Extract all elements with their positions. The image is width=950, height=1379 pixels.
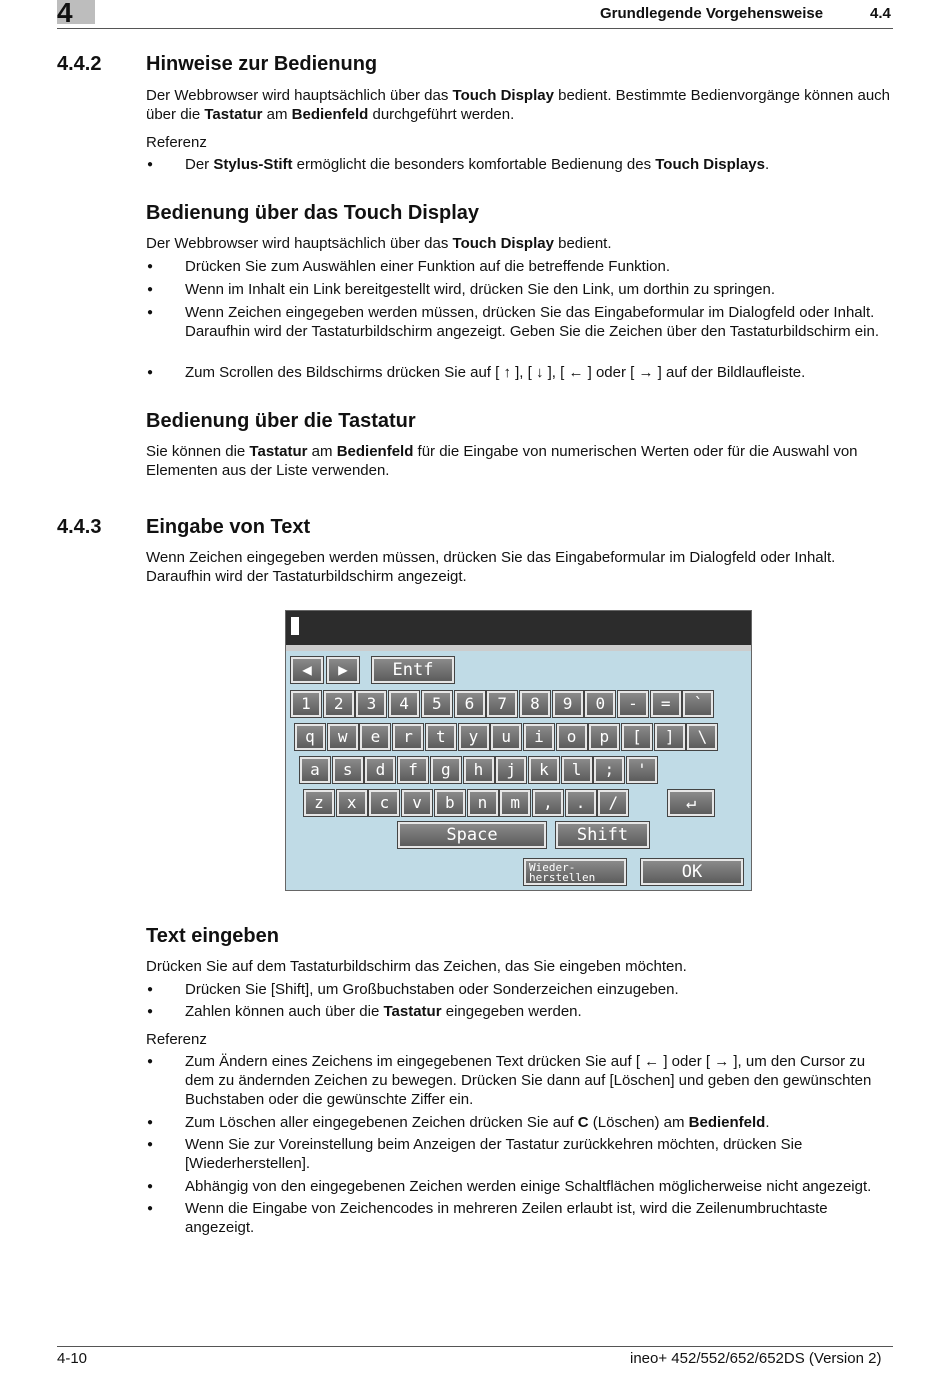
- section-number: 4.4.3: [57, 516, 102, 538]
- key-12[interactable]: `: [683, 691, 713, 717]
- key-row2-5[interactable]: y: [459, 724, 489, 750]
- subsection-title: Text eingeben: [146, 925, 279, 947]
- key-row2-2[interactable]: e: [360, 724, 390, 750]
- key-row2-10[interactable]: [: [622, 724, 652, 750]
- shift-button[interactable]: Shift: [556, 822, 649, 848]
- key-row3-7[interactable]: k: [529, 757, 559, 783]
- section-title: Hinweise zur Bedienung: [146, 53, 378, 75]
- bullet-item: ● Wenn im Inhalt ein Link bereitgestellt wird, drücken Sie den Link, um dorthin zu springen.: [147, 281, 776, 298]
- restore-button[interactable]: Wieder- herstellen: [524, 859, 626, 885]
- page-number: 4-10: [57, 1350, 88, 1367]
- key-row2-1[interactable]: w: [328, 724, 358, 750]
- key-5[interactable]: 6: [455, 691, 485, 717]
- key-8[interactable]: 9: [553, 691, 583, 717]
- bullet-dot: ●: [147, 159, 154, 170]
- bullet-dot: ●: [147, 1181, 154, 1192]
- key-10[interactable]: -: [618, 691, 648, 717]
- paragraph: Wenn Zeichen eingegeben werden müssen, drücken Sie das Eingabeformular im Dialogfeld oder Inhalt. Daraufhin wird der Tastaturbildschirm angezeigt.: [146, 549, 836, 585]
- bullet-item: ● Wenn Sie zur Voreinstellung beim Anzeigen der Tastatur zurückkehren möchten, drücken Sie [Wiederherstellen].: [147, 1136, 803, 1172]
- paragraph: Der Webbrowser wird hauptsächlich über das Touch Display bedient. Bestimmte Bedienvorgänge können auch über die Tastatur am Bedienfeld durchgeführt werden.: [146, 87, 891, 123]
- header-section-number: 4.4: [870, 5, 891, 22]
- key-row4-7[interactable]: ,: [533, 790, 563, 816]
- bullet-item: ● Zum Ändern eines Zeichens im eingegebenen Text drücken Sie auf [ ← ] oder [ → ], um den Cursor zu dem zu ändernden Zeichen zu bewegen. Drücken Sie dann auf [Löschen] und geben den gewünschten Buchstaben oder die gewünschte Ziffer ein.: [147, 1053, 872, 1108]
- key-row4-2[interactable]: c: [369, 790, 399, 816]
- bullet-item: ● Drücken Sie zum Auswählen einer Funktion auf die betreffende Funktion.: [147, 258, 671, 275]
- keyboard-screen: [285, 610, 752, 891]
- key-row2-8[interactable]: o: [557, 724, 587, 750]
- key-row4-8[interactable]: .: [566, 790, 596, 816]
- key-row4-3[interactable]: v: [402, 790, 432, 816]
- reference-label: Referenz: [146, 1031, 207, 1048]
- bullet-dot: ●: [147, 284, 154, 295]
- key-2[interactable]: 3: [356, 691, 386, 717]
- key-row2-6[interactable]: u: [491, 724, 521, 750]
- space-button[interactable]: Space: [398, 822, 546, 848]
- bullet-item: ● Der Stylus-Stift ermöglicht die besonders komfortable Bedienung des Touch Displays.: [147, 156, 770, 173]
- bullet-dot: ●: [147, 1056, 154, 1067]
- key-row3-2[interactable]: d: [365, 757, 395, 783]
- cursor-right-button[interactable]: ▶: [327, 657, 359, 683]
- bullet-dot: ●: [147, 1006, 154, 1017]
- key-row2-3[interactable]: r: [393, 724, 423, 750]
- bullet-dot: ●: [147, 1117, 154, 1128]
- key-row4-4[interactable]: b: [435, 790, 465, 816]
- key-row2-12[interactable]: \: [687, 724, 717, 750]
- subsection-title: Bedienung über die Tastatur: [146, 410, 416, 432]
- key-row2-11[interactable]: ]: [655, 724, 685, 750]
- key-row4-5[interactable]: n: [468, 790, 498, 816]
- bullet-item: ● Zahlen können auch über die Tastatur eingegeben werden.: [147, 1003, 582, 1020]
- key-4[interactable]: 5: [422, 691, 452, 717]
- text-input-field[interactable]: [286, 611, 751, 645]
- subsection-title: Bedienung über das Touch Display: [146, 202, 480, 224]
- key-6[interactable]: 7: [487, 691, 517, 717]
- paragraph: Drücken Sie auf dem Tastaturbildschirm das Zeichen, das Sie eingeben möchten.: [146, 958, 687, 975]
- key-row2-9[interactable]: p: [589, 724, 619, 750]
- cursor-left-button[interactable]: ◀: [291, 657, 323, 683]
- bullet-item: ● Drücken Sie [Shift], um Großbuchstaben oder Sonderzeichen einzugeben.: [147, 981, 679, 998]
- header-rule: [57, 28, 893, 29]
- key-row2-0[interactable]: q: [295, 724, 325, 750]
- key-3[interactable]: 4: [389, 691, 419, 717]
- key-row4-1[interactable]: x: [337, 790, 367, 816]
- product-name: ineo+ 452/552/652/652DS (Version 2): [630, 1350, 882, 1367]
- bullet-item: ● Zum Löschen aller eingegebenen Zeichen drücken Sie auf C (Löschen) am Bedienfeld.: [147, 1114, 770, 1131]
- key-row2-4[interactable]: t: [426, 724, 456, 750]
- text-cursor: [291, 617, 299, 635]
- bullet-item: ● Wenn die Eingabe von Zeichencodes in mehreren Zeilen erlaubt ist, wird die Zeilenumbruchtaste angezeigt.: [147, 1200, 828, 1236]
- header-section-title: Grundlegende Vorgehensweise: [600, 5, 824, 22]
- ok-button[interactable]: OK: [641, 859, 743, 885]
- key-row3-4[interactable]: g: [431, 757, 461, 783]
- key-row4-6[interactable]: m: [500, 790, 530, 816]
- section-number: 4.4.2: [57, 53, 102, 75]
- key-row4-0[interactable]: z: [304, 790, 334, 816]
- chapter-number: 4: [57, 0, 73, 28]
- section-title: Eingabe von Text: [146, 516, 311, 538]
- bullet-dot: ●: [147, 984, 154, 995]
- bullet-dot: ●: [147, 1203, 154, 1214]
- bullet-item: ● Wenn Zeichen eingegeben werden müssen, drücken Sie das Eingabeformular im Dialogfeld oder Inhalt. Daraufhin wird der Tastaturbildschirm angezeigt. Geben Sie die Zeichen über den Tastaturbildschirm ein.: [147, 304, 879, 340]
- key-1[interactable]: 2: [324, 691, 354, 717]
- key-row3-8[interactable]: l: [562, 757, 592, 783]
- key-9[interactable]: 0: [585, 691, 615, 717]
- key-7[interactable]: 8: [520, 691, 550, 717]
- footer-rule: [57, 1346, 893, 1347]
- key-row3-1[interactable]: s: [333, 757, 363, 783]
- key-row2-7[interactable]: i: [524, 724, 554, 750]
- bullet-dot: ●: [147, 1139, 154, 1150]
- delete-button[interactable]: Entf: [372, 657, 454, 683]
- key-row3-10[interactable]: ': [627, 757, 657, 783]
- paragraph: Der Webbrowser wird hauptsächlich über das Touch Display bedient.: [146, 235, 612, 252]
- bullet-dot: ●: [147, 261, 154, 272]
- bullet-dot: ●: [147, 367, 154, 378]
- enter-button[interactable]: ↵: [668, 790, 714, 816]
- bullet-dot: ●: [147, 307, 154, 318]
- bullet-item: ● Zum Scrollen des Bildschirms drücken Sie auf [ ↑ ], [ ↓ ], [ ← ] oder [ → ] auf der Bildlaufleiste.: [147, 364, 806, 381]
- key-row4-9[interactable]: /: [598, 790, 628, 816]
- key-row3-6[interactable]: j: [496, 757, 526, 783]
- bullet-item: ● Abhängig von den eingegebenen Zeichen werden einige Schaltflächen möglicherweise nicht angezeigt.: [147, 1178, 872, 1195]
- key-row3-5[interactable]: h: [464, 757, 494, 783]
- key-row3-9[interactable]: ;: [594, 757, 624, 783]
- key-row3-3[interactable]: f: [398, 757, 428, 783]
- paragraph: Sie können die Tastatur am Bedienfeld für die Eingabe von numerischen Werten oder für die Auswahl von Elementen aus der Liste verwenden.: [146, 443, 858, 479]
- key-0[interactable]: 1: [291, 691, 321, 717]
- reference-label: Referenz: [146, 134, 207, 151]
- key-row3-0[interactable]: a: [300, 757, 330, 783]
- key-11[interactable]: =: [651, 691, 681, 717]
